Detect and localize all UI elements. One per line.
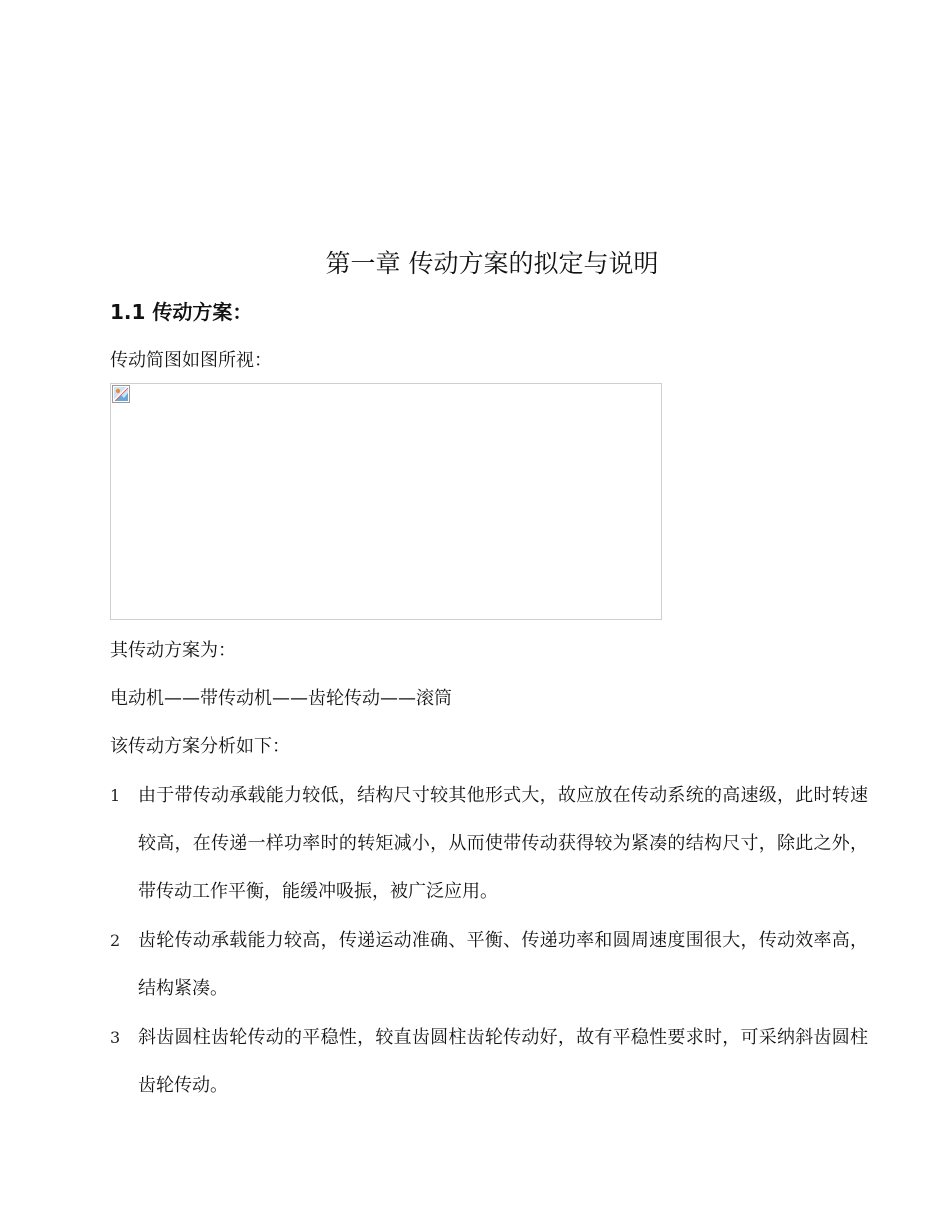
chapter-title: 第一章 传动方案的拟定与说明 — [325, 249, 659, 278]
list-item-text: 斜齿圆柱齿轮传动的平稳性，较直齿圆柱齿轮传动好，故有平稳性要求时，可采纳斜齿圆柱齿轮传动。 — [138, 1027, 868, 1096]
scheme-text: 电动机——带传动机——齿轮传动——滚筒 — [110, 688, 452, 709]
analysis-item-1 — [110, 772, 870, 916]
list-number: 3 — [110, 1028, 121, 1047]
analysis-item-3 — [110, 1014, 870, 1110]
list-number: 2 — [110, 931, 121, 950]
transmission-diagram-image — [110, 383, 662, 620]
analysis-intro-text: 该传动方案分析如下： — [110, 736, 290, 757]
list-number: 1 — [110, 786, 121, 805]
section-heading: 1.1 传动方案： — [110, 300, 253, 324]
diagram-intro-text: 传动简图如图所视： — [110, 350, 272, 371]
list-item-text: 齿轮传动承载能力较高，传递运动准确、平衡、传递功率和圆周速度围很大，传动效率高，结构紧凑。 — [138, 930, 868, 999]
analysis-item-2 — [110, 917, 870, 1013]
broken-image-icon — [112, 385, 130, 403]
scheme-intro-text: 其传动方案为： — [110, 640, 236, 661]
list-item-text: 由于带传动承载能力较低，结构尺寸较其他形式大，故应放在传动系统的高速级，此时转速较高，在传递一样功率时的转矩减小，从而使带传动获得较为紧凑的结构尺寸，除此之外，带传动工作平衡，能缓冲吸振，被广泛应用。 — [138, 785, 868, 902]
